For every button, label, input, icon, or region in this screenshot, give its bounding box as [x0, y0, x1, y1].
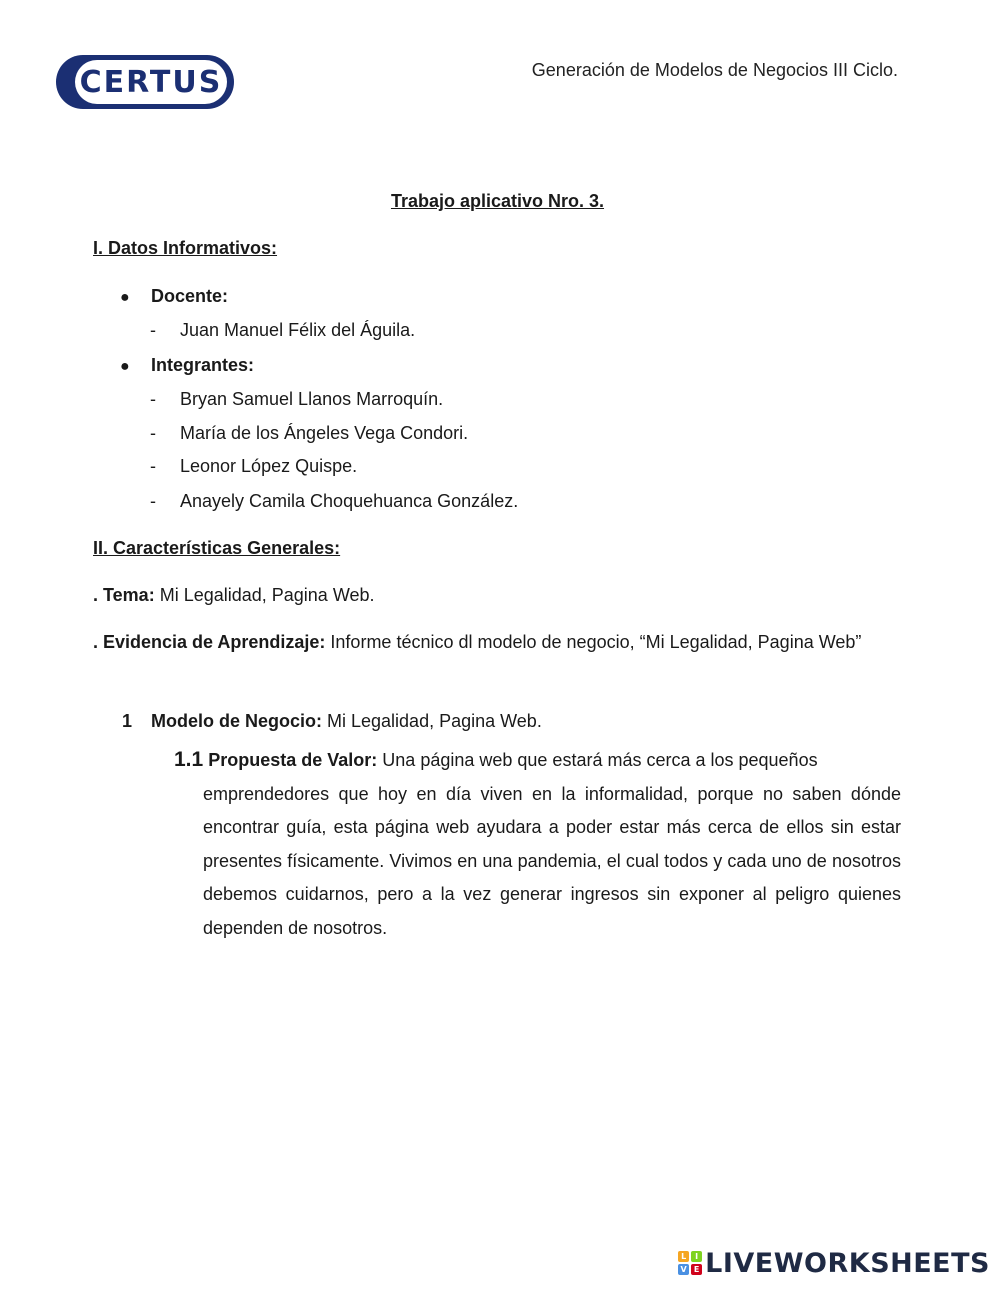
dash-icon: - — [150, 320, 156, 340]
certus-logo — [55, 54, 235, 110]
liveworksheets-icon — [678, 1251, 702, 1275]
wm-icon-cell: L — [678, 1251, 689, 1262]
document-title: Trabajo aplicativo Nro. 3. — [390, 191, 605, 211]
propuesta-first-line — [174, 743, 901, 778]
propuesta-first-text: Una página web que estará más cerca a los pequeños — [382, 750, 818, 770]
subitem-number: 1.1 — [174, 748, 204, 771]
integrante-name: Leonor López Quispe. — [180, 456, 358, 476]
logo-text: CERTUS — [79, 65, 223, 100]
integrantes-label: Integrantes: — [151, 355, 255, 375]
certus-logo-graphic — [55, 54, 235, 110]
dash-icon: - — [150, 456, 156, 476]
propuesta-label: Propuesta de Valor: — [208, 750, 378, 770]
docente-label: Docente: — [151, 286, 229, 306]
evidencia-label: . Evidencia de Aprendizaje: — [93, 632, 326, 652]
numbered-item-modelo — [122, 711, 542, 732]
tema-value: Mi Legalidad, Pagina Web. — [159, 585, 375, 605]
section-heading-datos: I. Datos Informativos: — [93, 238, 278, 258]
list-item-docente — [150, 320, 415, 341]
dash-icon: - — [150, 491, 156, 511]
section-heading-caracteristicas: II. Características Generales: — [93, 538, 341, 558]
evidencia-value: Informe técnico dl modelo de negocio, “Mi Legalidad, Pagina Web” — [330, 632, 862, 652]
list-item-integrante — [150, 423, 468, 444]
dash-icon: - — [150, 389, 156, 409]
bullet-integrantes — [120, 355, 254, 376]
integrante-name: Bryan Samuel Llanos Marroquín. — [180, 389, 444, 409]
modelo-label: Modelo de Negocio: — [151, 711, 322, 731]
liveworksheets-watermark — [678, 1247, 990, 1279]
list-item-integrante — [150, 491, 518, 512]
integrante-name: Anayely Camila Choquehuanca González. — [180, 491, 519, 511]
bullet-icon: ● — [120, 358, 130, 375]
watermark-text: LIVEWORKSHEETS — [705, 1247, 990, 1279]
evidencia-paragraph — [93, 626, 900, 659]
course-title: Generación de Modelos de Negocios III Ciclo. — [531, 60, 898, 80]
wm-icon-cell: E — [691, 1264, 702, 1275]
dash-icon: - — [150, 423, 156, 443]
docente-name: Juan Manuel Félix del Águila. — [180, 320, 416, 340]
modelo-value: Mi Legalidad, Pagina Web. — [327, 711, 542, 731]
tema-paragraph — [93, 579, 900, 612]
list-item-integrante — [150, 389, 443, 410]
propuesta-continuation: emprendedores que hoy en día viven en la informalidad, porque no saben dónde encontrar guía, esta página web ayudara a poder estar más cerca de ellos sin estar presentes físicamente. Vivimos en una pandemia, el cual todos y cada uno de nosotros debemos cuidarnos, pero a la vez generar ingresos sin exponer al peligro quienes dependen de nosotros. — [203, 783, 901, 938]
integrante-name: María de los Ángeles Vega Condori. — [180, 423, 469, 443]
list-item-integrante — [150, 456, 357, 477]
tema-label: . Tema: — [93, 585, 155, 605]
wm-icon-cell: I — [691, 1251, 702, 1262]
bullet-docente — [120, 286, 228, 307]
numbered-subitem-propuesta — [174, 743, 901, 946]
item-number: 1 — [122, 711, 133, 731]
wm-icon-cell: V — [678, 1264, 689, 1275]
bullet-icon: ● — [120, 289, 130, 306]
